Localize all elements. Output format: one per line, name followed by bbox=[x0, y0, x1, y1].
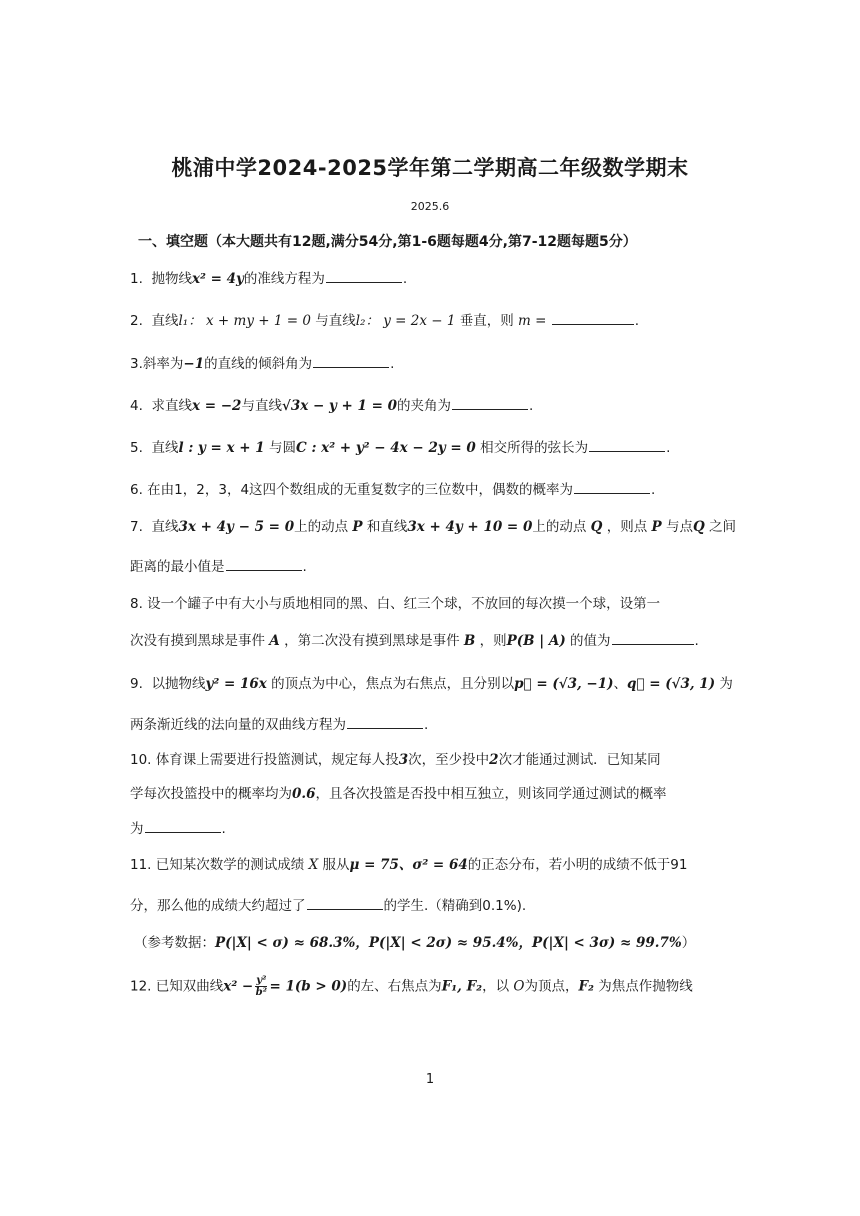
reference-data: （参考数据：P(|X| < σ) ≈ 68.3%，P(|X| < 2σ) ≈ 95.4%，P(|X| < 3σ) ≈ 99.7%） bbox=[134, 935, 696, 951]
question-1: 1. 抛物线x² = 4y的准线方程为 . bbox=[130, 268, 407, 289]
answer-blank[interactable] bbox=[452, 395, 528, 410]
exam-date: 2025.6 bbox=[410, 200, 450, 213]
question-10-line-3: 为 . bbox=[130, 818, 226, 839]
question-8: 8. 设一个罐子中有大小与质地相同的黑、白、红三个球，不放回的每次摸一个球，设第一 bbox=[130, 596, 661, 612]
question-12: 12. 已知双曲线x² − $\frac{\text{y²}}{\text{b²}}$ = 1(b > 0)的左、右焦点为F₁, F₂，以 O为顶点，F₂ 为焦点作抛物线 bbox=[130, 975, 693, 998]
question-6: 6. 在由1，2，3，4这四个数组成的无重复数字的三位数中，偶数的概率为 . bbox=[130, 479, 655, 500]
answer-blank[interactable] bbox=[326, 268, 402, 283]
question-9: 9. 以抛物线y² = 16x 的顶点为中心，焦点为右焦点，且分别以p⃗ = (√3, −1)、q⃗ = (√3, 1) 为 bbox=[130, 676, 733, 692]
page-title: 桃浦中学2024-2025学年第二学期高二年级数学期末 bbox=[171, 156, 689, 180]
question-5: 5. 直线l : y = x + 1 与圆C : x² + y² − 4x − 2y = 0 相交所得的弦长为 . bbox=[130, 437, 670, 458]
question-10: 10. 体育课上需要进行投篮测试，规定每人投3次，至少投中2次才能通过测试．已知某同 bbox=[130, 752, 661, 768]
question-7-line-2: 距离的最小值是 . bbox=[130, 556, 307, 577]
fraction: $\frac{\text{y²}}{\text{b²}}$ bbox=[255, 975, 268, 998]
answer-blank[interactable] bbox=[612, 630, 694, 645]
answer-blank[interactable] bbox=[589, 437, 665, 452]
question-2: 2. 直线l₁： x + my + 1 = 0 与直线l₂： y = 2x − 1 垂直，则 m = . bbox=[130, 310, 639, 331]
question-4: 4. 求直线x = −2与直线√3x − y + 1 = 0的夹角为 . bbox=[130, 395, 533, 416]
question-8-line-2: 次没有摸到黑球是事件 A ，第二次没有摸到黑球是事件 B ，则P(B | A) 的值为 . bbox=[130, 630, 699, 651]
question-11: 11. 已知某次数学的测试成绩 X 服从μ = 75、σ² = 64的正态分布，若小明的成绩不低于91 bbox=[130, 857, 688, 873]
question-11-line-2: 分，那么他的成绩大约超过了 的学生.（精确到0.1%). bbox=[130, 895, 526, 916]
page-number: 1 bbox=[425, 1072, 435, 1087]
question-10-line-2: 学每次投篮投中的概率均为0.6，且各次投篮是否投中相互独立，则该同学通过测试的概率 bbox=[130, 786, 667, 802]
question-9-line-2: 两条渐近线的法向量的双曲线方程为 . bbox=[130, 714, 428, 735]
answer-blank[interactable] bbox=[307, 895, 383, 910]
answer-blank[interactable] bbox=[313, 353, 389, 368]
question-3: 3.斜率为−1的直线的倾斜角为 . bbox=[130, 353, 394, 374]
answer-blank[interactable] bbox=[347, 714, 423, 729]
question-7: 7. 直线3x + 4y − 5 = 0上的动点 P 和直线3x + 4y + 10 = 0上的动点 Q ，则点 P 与点Q 之间 bbox=[130, 519, 737, 535]
answer-blank[interactable] bbox=[145, 818, 221, 833]
section-heading: 一、填空题（本大题共有12题,满分54分,第1-6题每题4分,第7-12题每题5分） bbox=[138, 234, 637, 250]
answer-blank[interactable] bbox=[226, 556, 302, 571]
answer-blank[interactable] bbox=[552, 310, 634, 325]
answer-blank[interactable] bbox=[574, 479, 650, 494]
